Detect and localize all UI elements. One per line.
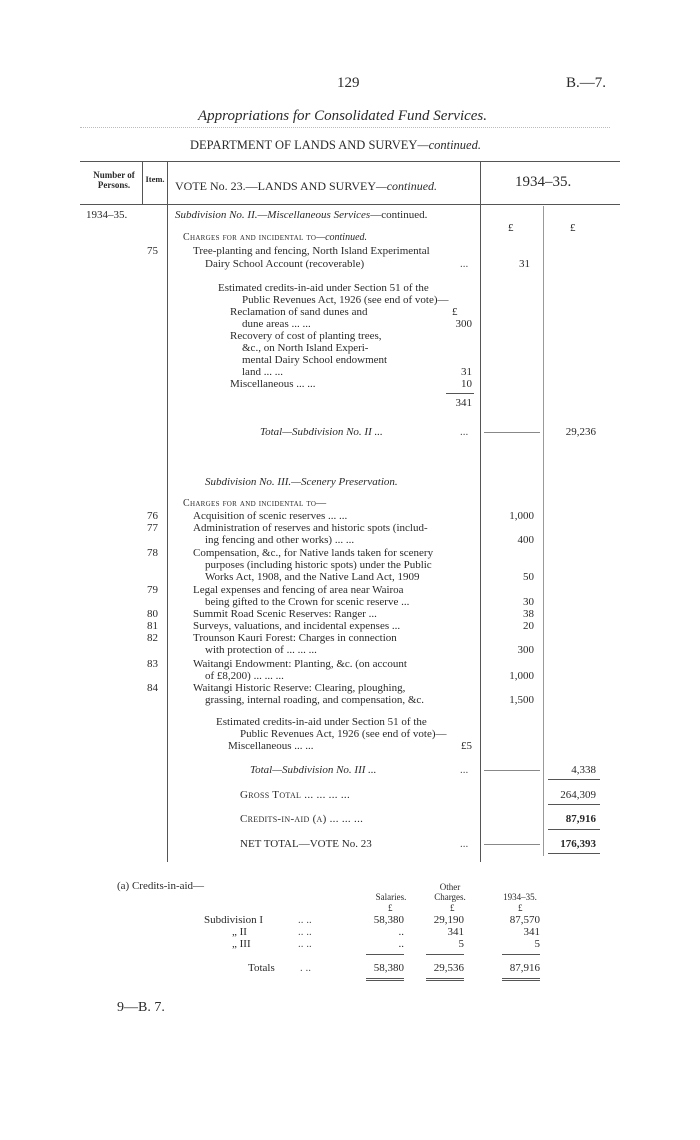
footnote-sum-rule [426,954,464,955]
footnote-row-label: Subdivision I [204,914,263,926]
item-text: Works Act, 1908, and the Native Land Act, 1909 [205,571,420,583]
net-total-value: 176,393 [560,838,596,850]
item-number: 75 [147,245,158,257]
year-left: 1934–35. [86,209,128,221]
sub2-charges-label [183,232,367,243]
footnote-header: 1934–35. [503,892,537,902]
item-header: Item. [145,174,165,184]
page-reference: B.—7. [566,75,607,91]
item-text: grassing, internal roading, and compensation, &c. [205,694,425,706]
footnote-double-rule [502,978,540,981]
credits-misc: Miscellaneous ... ... [228,740,314,752]
footnote-sum-rule [366,954,404,955]
item-text: Acquisition of scenic reserves ... ... [193,510,348,522]
footnote-value: 5 [458,938,464,950]
sub2-charges-text: Charges for and incidental to [183,232,317,243]
footnote-unit: £ [518,903,523,913]
dot-leader: .. .. [298,938,312,950]
net-underline [548,853,600,854]
dot-leader: . .. [300,962,311,974]
credits-rule [548,829,600,830]
vote-title-main: VOTE No. 23.—LANDS AND SURVEY [175,179,377,193]
gross-rule [548,804,600,805]
item-text: Waitangi Historic Reserve: Clearing, ploughing, [193,682,406,694]
footnote-double-rule [426,978,464,981]
pound-sign-2: £ [570,222,576,234]
footnote-value: 341 [447,926,464,938]
header-bottom-rule [80,204,620,205]
credits-sum-rule [446,393,474,394]
table-top-rule [80,161,620,162]
department-continued: —continued. [417,138,481,152]
credit-line: Miscellaneous ... ... [230,378,316,390]
gross-total-label: Gross Total ... ... ... ... [240,789,351,801]
item-number: 79 [147,584,158,596]
dot-leader: ... [460,764,469,776]
item-number: 81 [147,620,158,632]
item-amount: 400 [517,534,534,546]
footnote-row-label: „ III [232,938,251,950]
credit-value: 10 [461,378,472,390]
year-header: 1934–35. [515,174,572,190]
footnote-header: Other Charges. [434,882,466,902]
credit-value: 300 [455,318,472,330]
dot-leader: .. .. [298,926,312,938]
credit-line: dune areas ... ... [242,318,311,330]
item-number: 82 [147,632,158,644]
credits-pound: £ [452,306,458,318]
sub2-heading-text: Subdivision No. II.—Miscellaneous Services [175,209,371,221]
gross-total-value: 264,309 [560,789,596,801]
credit-value: 31 [461,366,472,378]
item-amount: 20 [523,620,534,632]
department-heading [190,138,481,153]
item-text: purposes (including historic spots) under the Public [205,559,432,571]
col-rule-amount [543,206,544,856]
item-number: 84 [147,682,158,694]
col-rule-persons [142,162,143,204]
dot-leader: ... [460,838,469,850]
footnote-unit: £ [388,903,393,913]
credit-line: Recovery of cost of planting trees, [230,330,382,342]
main-title: Appropriations for Consolidated Fund Services. [198,108,488,124]
vote-title [175,179,437,194]
credits-text: Estimated credits-in-aid under Section 51 of the [218,282,429,294]
item-amount: 31 [519,258,530,270]
item-number: 80 [147,608,158,620]
department-name: DEPARTMENT OF LANDS AND SURVEY [190,138,418,152]
footnote-value: 87,570 [509,914,540,926]
sub2-total-value: 29,236 [565,426,596,438]
col-rule-item [167,162,168,862]
item-text: being gifted to the Crown for scenic reserve ... [205,596,410,608]
title-rule [80,127,610,128]
sub3-total-value: 4,338 [571,764,596,776]
col-rule-main [480,162,481,862]
sub2-item-line: Tree-planting and fencing, North Island Experimental [193,245,430,257]
footnote-value: 5 [534,938,540,950]
persons-header: Number of Persons. [93,170,135,190]
item-text: Summit Road Scenic Reserves: Ranger ... [193,608,377,620]
credits-text: Public Revenues Act, 1926 (see end of vote)— [242,294,449,306]
footnote-title: (a) Credits-in-aid— [117,880,205,892]
footnote-value: .. [398,926,404,938]
item-text: Surveys, valuations, and incidental expenses ... [193,620,401,632]
sub2-heading-cont: —continued. [370,209,428,221]
dot-leader: ... [460,426,469,438]
credits-text: Public Revenues Act, 1926 (see end of vote)— [240,728,447,740]
credit-line: Reclamation of sand dunes and [230,306,368,318]
sub3-charges-label: Charges for and incidental to— [183,498,327,509]
footnote-row-label: „ II [232,926,247,938]
item-text: ing fencing and other works) ... ... [205,534,355,546]
item-text: Compensation, &c., for Native lands taken for scenery [193,547,434,559]
item-amount: 38 [523,608,534,620]
dot-leader: ... [460,258,469,270]
item-text: Trounson Kauri Forest: Charges in connection [193,632,397,644]
footnote-value: 29,190 [433,914,464,926]
sub2-heading [175,209,427,221]
credits-in-aid-label: Credits-in-aid (a) ... ... ... [240,813,364,825]
credits-misc-value: £5 [461,740,472,752]
footnote-value: 341 [523,926,540,938]
footnote-sum-rule [502,954,540,955]
vote-title-continued: —continued. [376,179,438,193]
item-text: Legal expenses and fencing of area near Wairoa [193,584,404,596]
sub2-total-rule [484,432,540,433]
item-amount: 1,000 [509,670,534,682]
sub2-item-line: Dairy School Account (recoverable) [205,258,365,270]
sub3-total-label: Total—Subdivision No. III ... [250,764,377,776]
item-amount: 300 [517,644,534,656]
credits-total: 341 [455,397,472,409]
sub3-heading: Subdivision No. III.—Scenery Preservation. [205,476,398,488]
dot-leader: .. .. [298,914,312,926]
item-amount: 1,000 [509,510,534,522]
net-rule [484,844,540,845]
footnote-totals-label: Totals [248,962,275,974]
credit-line: mental Dairy School endowment [242,354,388,366]
item-amount: 50 [523,571,534,583]
credits-text: Estimated credits-in-aid under Section 51 of the [216,716,427,728]
footnote-unit: £ [450,903,455,913]
pound-sign-1: £ [508,222,514,234]
item-text: of £8,200) ... ... ... [205,670,284,682]
page-number: 129 [337,75,360,91]
item-number: 76 [147,510,158,522]
footnote-value: 58,380 [373,914,404,926]
item-text: Waitangi Endowment: Planting, &c. (on account [193,658,407,670]
footnote-total-value: 29,536 [433,962,464,974]
item-amount: 30 [523,596,534,608]
sub3-sum-rule [548,779,600,780]
footnote-total-value: 58,380 [373,962,404,974]
item-number: 83 [147,658,158,670]
sub2-total-label: Total—Subdivision No. II ... [260,426,383,438]
net-total-label: NET TOTAL—VOTE No. 23 [240,838,372,850]
item-text: with protection of ... ... ... [205,644,317,656]
credit-line: &c., on North Island Experi- [242,342,369,354]
sub3-total-rule [484,770,540,771]
page-signature: 9—B. 7. [117,1000,165,1015]
footnote-value: .. [398,938,404,950]
footnote-double-rule [366,978,404,981]
footnote-header: Salaries. [375,892,407,902]
item-number: 78 [147,547,158,559]
sub2-charges-cont: —continued. [316,232,368,243]
item-amount: 1,500 [509,694,534,706]
item-number: 77 [147,522,158,534]
footnote-total-value: 87,916 [509,962,540,974]
credit-line: land ... ... [242,366,283,378]
item-text: Administration of reserves and historic spots (includ- [193,522,428,534]
credits-in-aid-value: 87,916 [565,813,596,825]
